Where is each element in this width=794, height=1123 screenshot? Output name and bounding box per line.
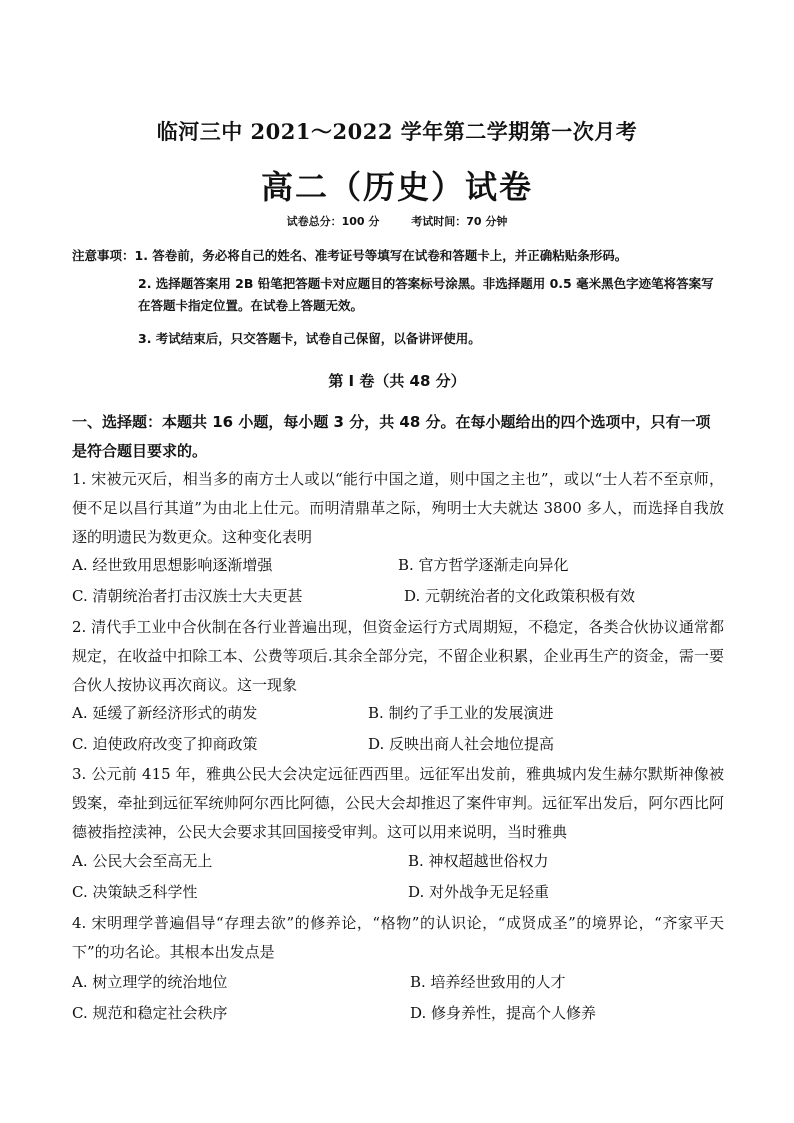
question-1-option-b: B. 官方哲学逐渐走向异化 bbox=[398, 556, 569, 574]
question-3-option-d: D. 对外战争无足轻重 bbox=[408, 883, 550, 901]
question-1-option-a: A. 经世致用思想影响逐渐增强 bbox=[72, 556, 273, 574]
notice-item-3: 3. 考试结束后，只交答题卡，试卷自己保留，以备讲评使用。 bbox=[138, 331, 481, 346]
question-2-option-a: A. 延缓了新经济形式的萌发 bbox=[72, 704, 258, 722]
notice-item-2: 2. 选择题答案用 2B 铅笔把答题卡对应题目的答案标号涂黑。非选择题用 0.5 毫米黑色字迹笔将答案写在答题卡指定位置。在试卷上答题无效。 bbox=[138, 276, 714, 313]
question-1-stem: 1. 宋被元灭后，相当多的南方士人或以“能行中国之道，则中国之主也”，或以“士人若不至京师，便不足以昌行其道”为由北上仕元。而明清鼎革之际，殉明士大夫就达 3800 多人，而选择自我放逐的明遗民为数更众。这种变化表明 bbox=[72, 470, 724, 546]
question-3-stem: 3. 公元前 415 年，雅典公民大会决定远征西西里。远征军出发前，雅典城内发生赫尔默斯神像被毁案，牵扯到远征军统帅阿尔西比阿德，公民大会却推迟了案件审判。远征军出发后，阿尔西比阿德被指控渎神，公民大会要求其回国接受审判。这可以用来说明，当时雅典 bbox=[72, 765, 724, 841]
question-4-option-c: C. 规范和稳定社会秩序 bbox=[72, 1004, 228, 1022]
question-1-option-c: C. 清朝统治者打击汉族士大夫更甚 bbox=[72, 587, 303, 605]
total-score: 试卷总分：100 分 bbox=[286, 215, 380, 228]
question-3-option-b: B. 神权超越世俗权力 bbox=[408, 852, 549, 870]
question-2-option-b: B. 制约了手工业的发展演进 bbox=[368, 704, 554, 722]
exam-time: 考试时间：70 分钟 bbox=[411, 215, 508, 228]
question-3-option-a: A. 公民大会至高无上 bbox=[72, 852, 213, 870]
question-3-option-c: C. 决策缺乏科学性 bbox=[72, 883, 198, 901]
part-title: 第 Ⅰ 卷（共 48 分） bbox=[328, 372, 466, 390]
question-2-option-d: D. 反映出商人社会地位提高 bbox=[368, 735, 555, 753]
question-2-stem: 2. 清代手工业中合伙制在各行业普遍出现，但资金运行方式周期短，不稳定，各类合伙协议通常都规定，在收益中扣除工本、公费等项后.其余全部分完，不留企业积累，企业再生产的资金，需一要合伙人按协议再次商议。这一现象 bbox=[72, 618, 724, 694]
question-4-option-a: A. 树立理学的统治地位 bbox=[72, 973, 228, 991]
exam-subtitle: 高二（历史）试卷 bbox=[260, 168, 533, 206]
question-4-stem: 4. 宋明理学普遍倡导“存理去欲”的修养论，“格物”的认识论，“成贤成圣”的境界论，“齐家平天下”的功名论。其根本出发点是 bbox=[72, 914, 724, 961]
question-2-option-c: C. 迫使政府改变了抑商政策 bbox=[72, 735, 258, 753]
exam-meta bbox=[0, 213, 794, 229]
section-title: 一、选择题：本题共 16 小题，每小题 3 分，共 48 分。在每小题给出的四个选项中，只有一项是符合题目要求的。 bbox=[72, 413, 711, 460]
question-4-option-b: B. 培养经世致用的人才 bbox=[410, 973, 566, 991]
notice-item-1: 注意事项：1. 答卷前，务必将自己的姓名、准考证号等填写在试卷和答题卡上，并正确粘贴条形码。 bbox=[72, 248, 628, 263]
question-4-option-d: D. 修身养性，提高个人修养 bbox=[410, 1004, 597, 1022]
question-1-option-d: D. 元朝统治者的文化政策积极有效 bbox=[404, 587, 636, 605]
exam-title: 临河三中 2021～2022 学年第二学期第一次月考 bbox=[156, 119, 638, 144]
